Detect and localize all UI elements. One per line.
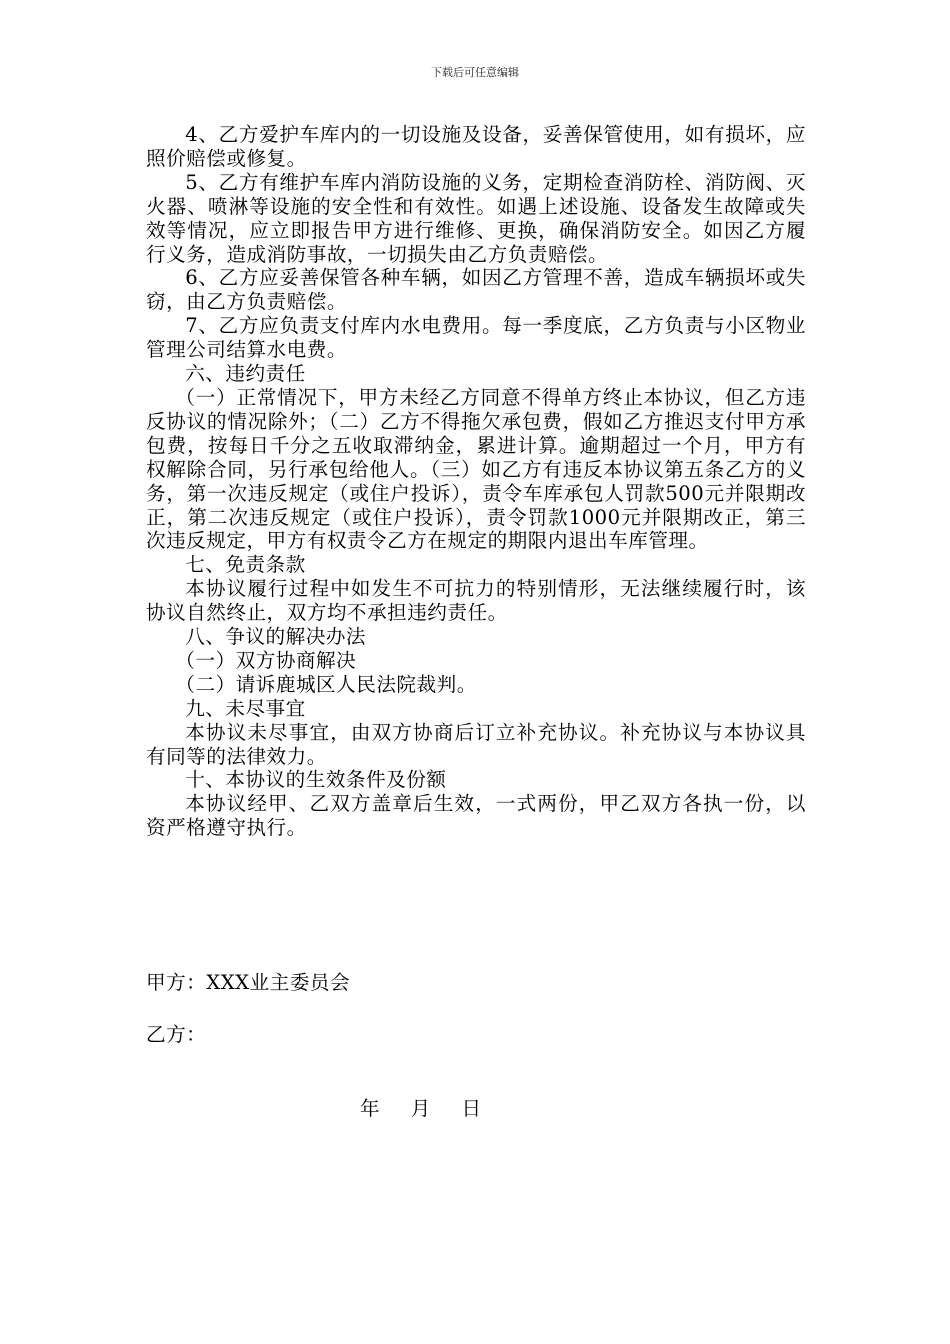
- section-heading-effectiveness: 十、本协议的生效条件及份额: [185, 768, 447, 792]
- dispute-item-2: （二）请诉鹿城区人民法院裁判。: [175, 672, 477, 696]
- section-heading-exemption: 七、免责条款: [185, 553, 306, 577]
- effectiveness-paragraph: 本协议经甲、乙双方盖章后生效，一式两份，甲乙双方各执一份，以资严格遵守执行。: [146, 792, 806, 840]
- party-a-signature: 甲方：XXX业主委员会: [146, 971, 351, 994]
- clause-6-paragraph: 6、乙方应妥善保管各种车辆，如因乙方管理不善，造成车辆损坏或失窃，由乙方负责赔偿。: [146, 266, 806, 314]
- outstanding-matters-paragraph: 本协议未尽事宜，由双方协商后订立补充协议。补充协议与本协议具有同等的法律效力。: [146, 720, 806, 768]
- contract-body: [146, 123, 806, 840]
- page-header-note: 下载后可任意编辑: [431, 66, 519, 79]
- signature-date: 年 月 日: [360, 1097, 482, 1120]
- section-heading-dispute: 八、争议的解决办法: [185, 625, 367, 649]
- breach-liability-paragraph: （一）正常情况下，甲方未经乙方同意不得单方终止本协议，但乙方违反协议的情况除外；（二）乙方不得拖欠承包费，假如乙方推迟支付甲方承包费，按每日千分之五收取滞纳金，累进计算。逾期超过一个月，甲方有权解除合同，另行承包给他人。（三）如乙方有违反本协议第五条乙方的义务，第一次违反规定（或住户投诉），责令车库承包人罚款500元并限期改正，第二次违反规定（或住户投诉），责令罚款1000元并限期改正，第三次违反规定，甲方有权责令乙方在规定的期限内退出车库管理。: [146, 385, 806, 553]
- dispute-item-1: （一）双方协商解决: [175, 648, 357, 672]
- clause-4-paragraph: 4、乙方爱护车库内的一切设施及设备，妥善保管使用，如有损坏，应照价赔偿或修复。: [146, 123, 806, 170]
- exemption-paragraph: 本协议履行过程中如发生不可抗力的特别情形，无法继续履行时，该协议自然终止，双方均不承担违约责任。: [146, 577, 806, 625]
- section-heading-outstanding: 九、未尽事宜: [185, 696, 306, 720]
- clause-7-paragraph: 7、乙方应负责支付库内水电费用。每一季度底，乙方负责与小区物业管理公司结算水电费。: [146, 314, 806, 362]
- section-heading-breach: 六、违约责任: [185, 362, 306, 386]
- clause-5-paragraph: 5、乙方有维护车库内消防设施的义务，定期检查消防栓、消防阀、灭火器、喷淋等设施的安全性和有效性。如遇上述设施、设备发生故障或失效等情况，应立即报告甲方进行维修、更换，确保消防安全。如因乙方履行义务，造成消防事故，一切损失由乙方负责赔偿。: [146, 170, 806, 266]
- party-b-signature: 乙方：: [146, 1023, 207, 1046]
